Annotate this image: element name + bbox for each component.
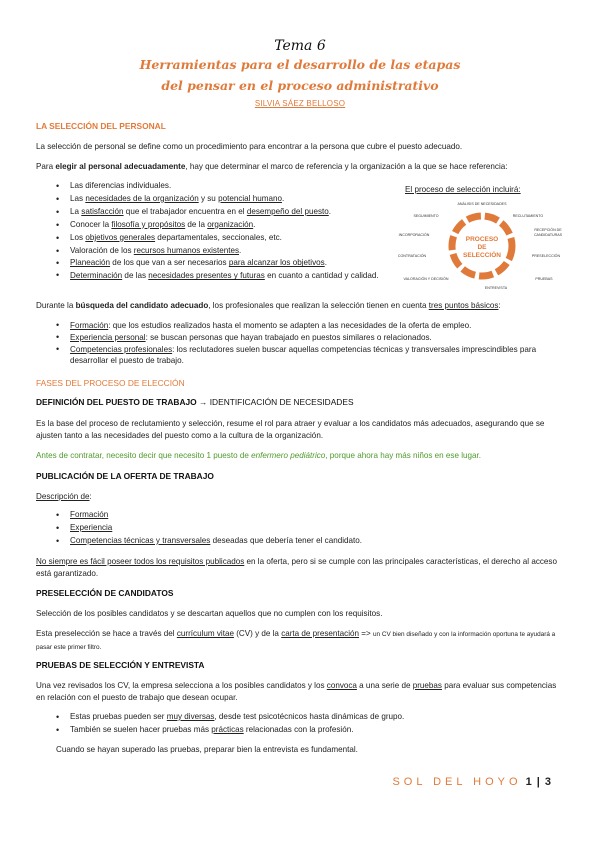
diagram-label-pruebas: PRUEBAS [535,277,553,281]
list-item: • Los objetivos generales departamentales, seccionales, etc. [56,232,386,245]
diagram-center-line1: PROCESO [465,236,499,243]
paragraph-definicion: Es la base del proceso de reclutamiento y selección, resume el rol para atraer y evaluar a los candidatos más adecuados, asegurando que se ajusten tanto a las necesidades del puesto como a la cultura de la organización. [36,419,545,440]
diagram-label-analisis: ANÁLISIS DE NECESIDADES [457,202,507,206]
list-item: • También se suelen hacer pruebas más prácticas relacionadas con la profesión. [56,724,556,737]
author-link[interactable]: SILVIA SÁEZ BELLOSO [254,99,346,108]
list-item: • Experiencia [56,522,556,535]
list-item: • Competencias profesionales: los reclutadores suelen buscar aquellas competencias técnicas y transversales imprescindibles para desarrollar el puesto de trabajo. [56,344,566,368]
list-item: • Formación: que los estudios realizados hasta el momento se adapten a las necesidades de la oferta de empleo. [56,320,566,332]
diagram-label-recepcion-1: RECEPCIÓN DE [534,228,562,232]
paragraph-three-points: Durante la búsqueda del candidato adecuado, los profesionales que realizan la selección tienen en cuenta tres puntos básicos: [36,301,501,310]
diagram-label-recepcion-2: CANDIDATURAS [533,233,563,237]
list-item: • Las necesidades de la organización y su potencial humano. [56,193,386,206]
list-item: • Valoración de los recursos humanos existentes. [56,245,386,258]
section-heading-fases: FASES DEL PROCESO DE ELECCIÓN [36,378,185,388]
footer-brand: SOL DEL HOYO [392,776,522,788]
topic-title: Tema 6 [274,38,326,54]
list-item: • Conocer la filosofía y propósitos de la organización. [56,219,386,232]
list-item: • Formación [56,509,556,522]
doc-title-line1: Herramientas para el desarrollo de las etapas [139,57,461,72]
subheading-publicacion: PUBLICACIÓN DE LA OFERTA DE TRABAJO [36,471,214,481]
diagram-label-entrevista: ENTREVISTA [484,286,508,290]
description-label: Descripción de: [36,492,92,501]
paragraph-entrevista: Cuando se hayan superado las pruebas, preparar bien la entrevista es fundamental. [56,745,358,754]
diagram-label-valoracion: VALORACIÓN Y DECISIÓN [403,277,449,281]
paragraph-pruebas: Una vez revisados los CV, la empresa selecciona a los posibles candidatos y los convoca a una serie de pruebas para evaluar sus competencias en relación con el puesto de trabajo que desean ocupar. [36,681,557,702]
subheading-preseleccion: PRESELECCIÓN DE CANDIDATOS [36,588,174,598]
diagram-title: El proceso de selección incluirá: [405,185,521,194]
subheading-pruebas: PRUEBAS DE SELECCIÓN Y ENTREVISTA [36,660,205,670]
paragraph-criteria: Para elegir al personal adecuadamente, hay que determinar el marco de referencia y la organización a la que se hace referencia: [36,162,508,171]
list-item: • Experiencia personal: se buscan personas que hayan trabajado en puestos similares o relacionados. [56,332,566,344]
list-item: • Estas pruebas pueden ser muy diversas, desde test psicotécnicos hasta dinámicas de grupo. [56,711,556,724]
paragraph-definition: La selección de personal se define como un procedimiento para encontrar a la persona que cubre el puesto adecuado. [36,142,463,151]
list-item: • Competencias técnicas y transversales deseadas que debería tener el candidato. [56,535,556,548]
selection-process-diagram [396,198,568,290]
page-footer [392,776,552,788]
diagram-label-incorporacion: INCORPORACIÓN [398,233,430,237]
list-item: • La satisfacción que el trabajador encuentra en el desempeño del puesto. [56,206,386,219]
section-heading-seleccion: LA SELECCIÓN DEL PERSONAL [36,121,166,131]
diagram-label-reclutamiento: RECLUTAMIENTO [512,214,544,218]
criteria-list [56,180,386,282]
three-points-list [56,320,566,367]
paragraph-preseleccion: Selección de los posibles candidatos y se descartan aquellos que no cumplen con los requisitos. [36,609,383,618]
tests-list [56,711,556,737]
subheading-definicion: DEFINICIÓN DEL PUESTO DE TRABAJO → IDENTIFICACIÓN DE NECESIDADES [36,397,354,407]
list-item: • Las diferencias individuales. [56,180,386,193]
doc-title-line2: del pensar en el proceso administrativo [161,78,439,93]
diagram-label-preseleccion: PRESELECCIÓN [531,254,561,258]
diagram-center-line2: DE [477,244,487,251]
diagram-center-line3: SELECCIÓN [463,252,501,259]
page-number: 1 | 3 [525,776,552,788]
paragraph-cv: Esta preselección se hace a través del currículum vitae (CV) y de la carta de presentación => un CV bien diseñado y con la información oportuna te ayudará a pasar este primer filtro. [36,629,556,651]
list-item: • Determinación de las necesidades presentes y futuras en cuanto a cantidad y calidad. [56,270,386,282]
diagram-label-seguimiento: SEGUIMIENTO [413,214,439,218]
paragraph-requisitos: No siempre es fácil poseer todos los requisitos publicados en la oferta, pero si se cumple con las principales características, el derecho al acceso está garantizado. [36,557,557,578]
note-example: Antes de contratar, necesito decir que necesito 1 puesto de enfermero pediátrico, porque ahora hay más niños en ese lugar. [36,451,481,460]
offer-description-list [56,509,556,548]
diagram-label-contratacion: CONTRATACIÓN [397,254,427,258]
list-item: • Planeación de los que van a ser necesarios para alcanzar los objetivos. [56,257,386,270]
